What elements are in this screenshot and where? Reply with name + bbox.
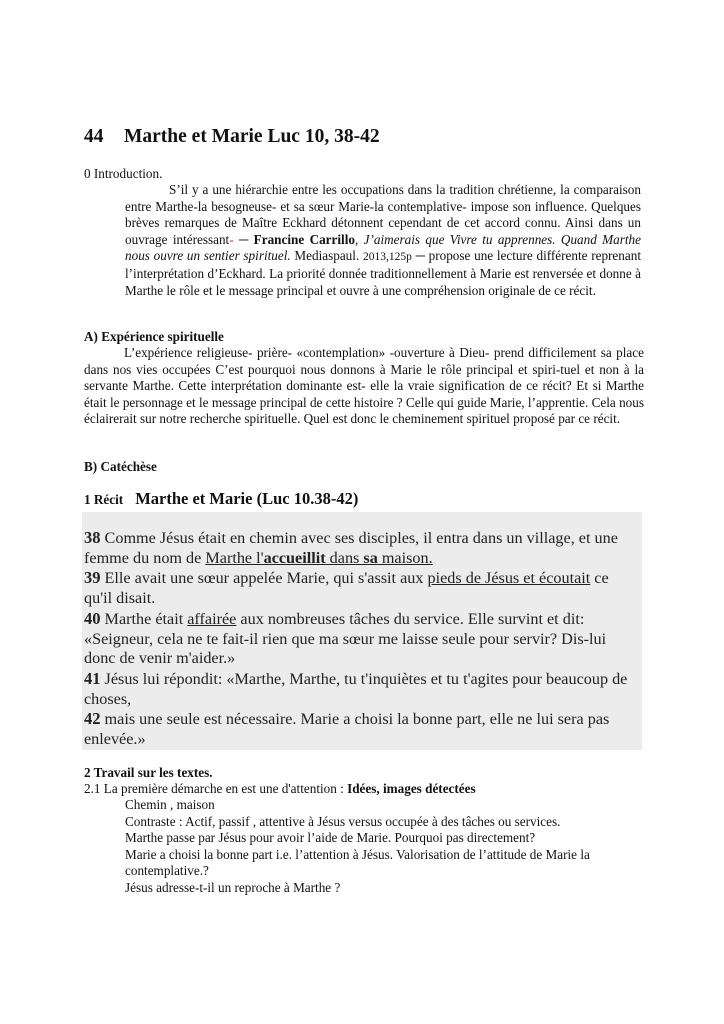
travail-list xyxy=(125,797,645,897)
recit-heading xyxy=(84,491,358,509)
verse-text: Comme Jésus était en chemin avec ses disciples, il entra dans un village, et une femme du nom de xyxy=(84,529,618,567)
verse-underline: maison. xyxy=(377,548,433,567)
section-a-text: L’expérience religieuse- prière- «contemplation» -ouverture à Dieu- prend difficilement sa place dans nos vies occupées C’est pourquoi nous donnons à Marie le rôle principal et spiri-tuel et non à la servante Marthe. Cette interprétation dominante est- elle la vraie signification de ce récit? Et si Marthe était le personnage et le message principal de cette histoire ? Celle qui guide Marie, l’apprentie. Cela nous éclairerait sur notre recherche spirituelle. Quel est donc le cheminement spirituel proposé par ce récit. xyxy=(84,345,644,427)
list-item: Chemin , maison xyxy=(125,797,215,812)
list-item: Contraste : Actif, passif , attentive à Jésus versus occupée à des tâches ou services. xyxy=(125,813,561,829)
verse-number: 40 xyxy=(84,608,101,628)
intro-heading: 0 Introduction. xyxy=(84,166,163,181)
intro-year: 2013,125p xyxy=(362,251,412,264)
verse-underline-bold: accueillit xyxy=(263,548,326,567)
title-number: 44 xyxy=(84,126,104,147)
verse-42 xyxy=(84,709,640,749)
verse-39 xyxy=(84,568,640,608)
intro-text-a: S’il y a une hiérarchie entre les occupations dans la tradition chrétienne, la comparaison entre Marthe-la besogneuse- et sa sœur Marie-la contemplative- impose son influence. Quelques brèves remarques de Maître Eckhard détonnent cependant de cet accord connu. Ainsi dans un ouvrage intéressant xyxy=(125,182,641,247)
intro-book-title: J’aimerais que Vivre tu apprennes. Quand Marthe nous ouvre un sentier spirituel. xyxy=(125,231,642,264)
title-text: Marthe et Marie Luc 10, 38-42 xyxy=(124,126,380,147)
gospel-text xyxy=(84,528,640,750)
intro-paragraph xyxy=(125,182,641,299)
intro-dash: ─ xyxy=(233,231,254,247)
section-b-heading: B) Catéchèse xyxy=(84,459,157,474)
verse-text: Marthe était xyxy=(100,609,188,628)
verse-number: 42 xyxy=(84,709,101,729)
intro-red-dash: - xyxy=(229,231,234,247)
page-title xyxy=(84,126,380,148)
section-a-heading: A) Expérience spirituelle xyxy=(84,329,224,344)
verse-number: 39 xyxy=(84,568,101,588)
verse-underline-bold: sa xyxy=(363,548,378,567)
travail-subheading xyxy=(84,781,476,798)
intro-publisher: Mediaspaul. xyxy=(290,248,363,264)
list-item: Marie a choisi la bonne part i.e. l’attention à Jésus. Valorisation de l’attitude de Marie la contemplative.? xyxy=(125,846,590,879)
recit-label: 1 Récit xyxy=(84,492,124,507)
verse-underline: pieds de Jésus et écoutait xyxy=(427,569,591,588)
verse-text: Elle avait une sœur appelée Marie, qui s'assit aux xyxy=(100,569,428,588)
verse-40 xyxy=(84,609,640,669)
intro-text-b: ─ propose une lecture différente reprenant l’interprétation d’Eckhard. La priorité donnée traditionnellement à Marie est renversée et donne à Marthe le rôle et le message principal et ouvre à une compréhension originale de ce récit. xyxy=(125,248,641,298)
verse-text: aux nombreuses tâches du service. Elle survint et dit: «Seigneur, cela ne te fait-il rien que ma sœur me laisse seule pour servir? Dis-lui donc de venir m'aider.» xyxy=(84,609,607,668)
travail-sub-bold: Idées, images détectées xyxy=(347,781,476,796)
verse-text: mais une seule est nécessaire. Marie a choisi la bonne part, elle ne lui sera pas enlevée.» xyxy=(84,710,610,749)
verse-number: 41 xyxy=(84,668,101,688)
verse-text: Jésus lui répondit: «Marthe, Marthe, tu t'inquiètes et tu t'agites pour beaucoup de choses, xyxy=(84,669,628,708)
verse-text: ce qu'il disait. xyxy=(84,569,609,608)
list-item: Marthe passe par Jésus pour avoir l’aide de Marie. Pourquoi pas directement? xyxy=(125,830,536,846)
verse-41 xyxy=(84,669,640,709)
travail-sub-text: 2.1 La première démarche en est une d'attention : xyxy=(84,781,348,796)
intro-comma: , xyxy=(354,231,364,247)
list-item: Jésus adresse-t-il un reproche à Marthe ? xyxy=(125,879,341,895)
verse-underline: affairée xyxy=(187,609,237,628)
intro-author: Francine Carrillo xyxy=(253,231,355,247)
recit-title: Marthe et Marie (Luc 10.38-42) xyxy=(135,489,359,508)
section-a-paragraph xyxy=(84,345,644,428)
travail-heading: 2 Travail sur les textes. xyxy=(84,765,213,780)
verse-38 xyxy=(84,528,640,568)
verse-underline: dans xyxy=(325,548,364,567)
verse-number: 38 xyxy=(84,528,101,547)
verse-underline: Marthe l' xyxy=(205,548,264,567)
